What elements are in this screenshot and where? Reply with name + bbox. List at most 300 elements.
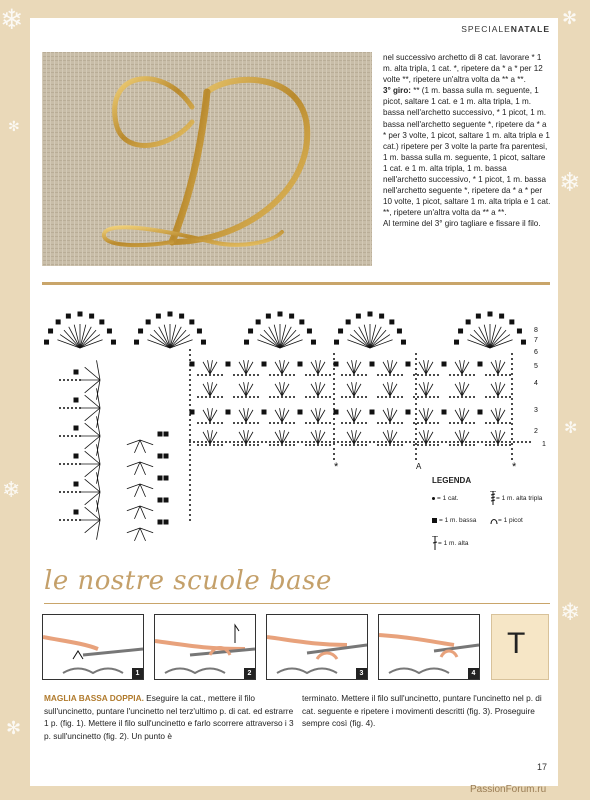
single-crochet (244, 340, 249, 345)
chain-stitch (511, 368, 513, 370)
single-crochet (299, 319, 304, 324)
chain-stitch (273, 422, 275, 424)
row-number: 6 (534, 349, 538, 356)
row-number: 4 (534, 380, 538, 387)
chain-stitch (511, 408, 513, 410)
chain-stitch (217, 444, 219, 446)
figure-number: 3 (356, 668, 367, 679)
chain-stitch (233, 374, 235, 376)
chain-stitch (221, 396, 223, 398)
chain-stitch (233, 444, 235, 446)
chain-stitch (75, 491, 77, 493)
chain-stitch (401, 374, 403, 376)
chain-stitch (473, 374, 475, 376)
chain-stitch (457, 441, 459, 443)
single-crochet (379, 314, 384, 319)
chain-stitch (249, 396, 251, 398)
chain-stitch (501, 374, 503, 376)
chain-stitch (461, 396, 463, 398)
single-crochet (158, 476, 163, 481)
single-crochet (458, 329, 463, 334)
single-crochet (189, 319, 194, 324)
single-crochet (74, 426, 79, 431)
single-crochet (158, 432, 163, 437)
chain-stitch (505, 444, 507, 446)
chain-stitch (237, 374, 239, 376)
single-crochet (442, 362, 447, 367)
chain-stitch (333, 438, 335, 440)
chain-stitch (385, 396, 387, 398)
chain-stitch (485, 422, 487, 424)
single-crochet (442, 410, 447, 415)
single-crochet (262, 362, 267, 367)
chain-stitch (333, 363, 335, 365)
chain-stitch (329, 396, 331, 398)
chain-stitch (67, 491, 69, 493)
chain-stitch (75, 463, 77, 465)
chain-stitch (273, 396, 275, 398)
chain-stitch (489, 396, 491, 398)
chain-stitch (189, 434, 191, 436)
chain-stitch (509, 396, 511, 398)
chain-stitch (63, 491, 65, 493)
single-crochet (44, 340, 49, 345)
chain-stitch (415, 403, 417, 405)
chain-stitch (189, 369, 191, 371)
chain-stitch (361, 396, 363, 398)
snowflake-icon: ❄ (0, 3, 24, 36)
chain-stitch (293, 396, 295, 398)
chain-stitch (485, 396, 487, 398)
single-crochet (368, 312, 373, 317)
single-crochet (74, 454, 79, 459)
chain-stitch (429, 422, 431, 424)
single-crochet (168, 312, 173, 317)
chain-stitch (353, 374, 355, 376)
chain-stitch (511, 398, 513, 400)
chain-stitch (415, 433, 417, 435)
chain-stitch (341, 441, 343, 443)
chain-stitch (321, 374, 323, 376)
chain-stitch (511, 383, 513, 385)
chain-stitch (325, 444, 327, 446)
chain-stitch (511, 413, 513, 415)
chain-stitch (511, 418, 513, 420)
chain-stitch (397, 422, 399, 424)
star-marker: * (512, 461, 517, 473)
chain-stitch (309, 441, 311, 443)
chain-stitch (75, 519, 77, 521)
chain-stitch (213, 422, 215, 424)
chain-stitch (289, 374, 291, 376)
chain-stitch (511, 388, 513, 390)
chain-stitch (333, 443, 335, 445)
chain-stitch (529, 441, 531, 443)
chain-stitch (425, 396, 427, 398)
single-crochet (406, 362, 411, 367)
chain-stitch (511, 353, 513, 355)
chain-stitch (485, 444, 487, 446)
chain-stitch (189, 384, 191, 386)
chain-stitch (497, 374, 499, 376)
chain-stitch (189, 514, 191, 516)
legend-item: = 1 m. alta tripla (490, 491, 550, 505)
chain-stitch (513, 441, 515, 443)
chain-stitch (401, 441, 403, 443)
chain-stitch (429, 441, 431, 443)
chain-stitch (197, 444, 199, 446)
chain-stitch (509, 444, 511, 446)
chain-stitch (429, 444, 431, 446)
single-crochet (311, 340, 316, 345)
chain-stitch (253, 396, 255, 398)
chain-stitch (365, 396, 367, 398)
chain-stitch (67, 435, 69, 437)
chain-stitch (67, 463, 69, 465)
chain-stitch (309, 444, 311, 446)
row-number: 8 (534, 327, 538, 334)
chain-stitch (511, 458, 513, 460)
single-crochet (201, 340, 206, 345)
chain-stitch (381, 422, 383, 424)
chain-stitch (425, 422, 427, 424)
single-crochet (370, 410, 375, 415)
chain-stitch (465, 444, 467, 446)
chain-stitch (59, 463, 61, 465)
chain-stitch (189, 441, 191, 443)
chain-stitch (511, 448, 513, 450)
single-crochet (478, 362, 483, 367)
chain-stitch (415, 423, 417, 425)
single-crochet (134, 340, 139, 345)
figure-number: 4 (468, 668, 479, 679)
chain-stitch (277, 444, 279, 446)
chain-stitch (349, 444, 351, 446)
chain-stitch (249, 444, 251, 446)
single-crochet (517, 329, 522, 334)
chain-stitch (511, 433, 513, 435)
chain-stitch (321, 441, 323, 443)
chain-stitch (189, 429, 191, 431)
chain-stitch (385, 444, 387, 446)
chain-stitch (373, 441, 375, 443)
single-crochet (74, 482, 79, 487)
single-crochet (466, 319, 471, 324)
chain-stitch (461, 444, 463, 446)
chain-stitch (189, 519, 191, 521)
single-crochet (370, 362, 375, 367)
chain-stitch (415, 353, 417, 355)
chain-stitch (71, 407, 73, 409)
chain-stitch (433, 444, 435, 446)
chain-stitch (415, 443, 417, 445)
chain-stitch (397, 374, 399, 376)
chain-stitch (415, 438, 417, 440)
chain-stitch (253, 444, 255, 446)
chain-stitch (325, 441, 327, 443)
chain-stitch (517, 441, 519, 443)
crochet-step-illustration (43, 615, 143, 679)
chain-stitch (413, 422, 415, 424)
chain-stitch (425, 374, 427, 376)
chain-stitch (281, 374, 283, 376)
chain-stitch (437, 444, 439, 446)
chain-stitch (381, 374, 383, 376)
chain-stitch (277, 441, 279, 443)
chain-stitch (511, 443, 513, 445)
chain-stitch (509, 441, 511, 443)
chain-stitch (341, 422, 343, 424)
chain-stitch (253, 422, 255, 424)
chain-stitch (193, 441, 195, 443)
chain-stitch (421, 374, 423, 376)
chain-stitch (521, 441, 523, 443)
stitch-name: MAGLIA BASSA DOPPIA. (44, 693, 144, 703)
chain-stitch (333, 458, 335, 460)
single-crochet (158, 454, 163, 459)
chain-stitch (453, 444, 455, 446)
chain-stitch (333, 423, 335, 425)
chain-stitch (465, 374, 467, 376)
chain-stitch (63, 463, 65, 465)
chain-stitch (217, 396, 219, 398)
chain-stitch (489, 422, 491, 424)
chain-stitch (421, 396, 423, 398)
chain-stitch (63, 407, 65, 409)
chain-stitch (317, 396, 319, 398)
chain-stitch (245, 422, 247, 424)
chain-stitch (473, 444, 475, 446)
single-crochet (476, 314, 481, 319)
chain-stitch (309, 374, 311, 376)
single-crochet (158, 498, 163, 503)
chain-stitch (333, 353, 335, 355)
chain-stitch (245, 374, 247, 376)
chain-stitch (269, 374, 271, 376)
chain-stitch (325, 422, 327, 424)
chain-stitch (401, 444, 403, 446)
single-crochet (111, 340, 116, 345)
chain-stitch (221, 441, 223, 443)
single-crochet (338, 329, 343, 334)
chain-stitch (189, 484, 191, 486)
chain-stitch (189, 349, 191, 351)
chain-stitch (417, 441, 419, 443)
legend (432, 476, 550, 550)
chain-stitch (59, 435, 61, 437)
chain-stitch (437, 422, 439, 424)
section-title: le nostre scuole base (44, 566, 332, 596)
chain-stitch (289, 441, 291, 443)
chain-stitch (67, 519, 69, 521)
single-crochet (454, 340, 459, 345)
step-figure (154, 614, 256, 680)
legend-item: = 1 m. bassa (432, 517, 490, 524)
single-crochet (488, 312, 493, 317)
chain-stitch (329, 374, 331, 376)
chain-stitch (63, 435, 65, 437)
chain-stitch (189, 399, 191, 401)
chain-stitch (457, 422, 459, 424)
single-crochet (356, 314, 361, 319)
single-crochet (521, 340, 526, 345)
chain-stitch (333, 441, 335, 443)
chain-stitch (415, 368, 417, 370)
chain-stitch (333, 388, 335, 390)
instructions-column (383, 52, 551, 230)
chain-stitch (321, 396, 323, 398)
row-number: 1 (542, 441, 546, 448)
chain-stitch (465, 422, 467, 424)
chain-stitch (71, 491, 73, 493)
chain-stitch (489, 441, 491, 443)
crochet-step-illustration (379, 615, 479, 679)
step-figure (266, 614, 368, 680)
chain-stitch (273, 374, 275, 376)
chain-stitch (285, 396, 287, 398)
chain-stitch (511, 453, 513, 455)
chain-stitch (437, 396, 439, 398)
chain-stitch (461, 374, 463, 376)
chain-stitch (415, 388, 417, 390)
chain-stitch (415, 408, 417, 410)
chain-stitch (415, 373, 417, 375)
single-crochet (156, 314, 161, 319)
chain-stitch (189, 459, 191, 461)
chain-stitch (201, 441, 203, 443)
single-crochet-icon (432, 518, 437, 523)
chain-stitch (449, 422, 451, 424)
chain-stitch (245, 444, 247, 446)
chain-stitch (349, 441, 351, 443)
chain-stitch (361, 422, 363, 424)
single-crochet (256, 319, 261, 324)
snowflake-icon: ✻ (564, 418, 578, 437)
chain-stitch (269, 441, 271, 443)
step-figure (378, 614, 480, 680)
chain-stitch (333, 403, 335, 405)
chain-stitch (421, 444, 423, 446)
single-crochet (289, 314, 294, 319)
legend-item: = 1 m. alta (432, 536, 512, 550)
chain-stitch (341, 396, 343, 398)
chain-stitch (353, 444, 355, 446)
chain-stitch (201, 444, 203, 446)
single-crochet (278, 312, 283, 317)
chain-stitch (511, 363, 513, 365)
chain-stitch (393, 422, 395, 424)
chain-stitch (389, 396, 391, 398)
chain-stitch (281, 396, 283, 398)
chain-dot-icon (432, 497, 435, 500)
chain-stitch (421, 441, 423, 443)
chain-stitch (413, 374, 415, 376)
single-crochet (78, 312, 83, 317)
chain-stitch (233, 396, 235, 398)
chain-stitch (257, 396, 259, 398)
chain-stitch (389, 444, 391, 446)
chain-stitch (415, 383, 417, 385)
chain-stitch (437, 441, 439, 443)
chain-stitch (413, 396, 415, 398)
chain-stitch (285, 441, 287, 443)
chain-stitch (249, 441, 251, 443)
single-crochet (138, 329, 143, 334)
chain-stitch (325, 374, 327, 376)
chain-stitch (449, 444, 451, 446)
chain-stitch (361, 441, 363, 443)
single-crochet (298, 410, 303, 415)
chain-stitch (249, 422, 251, 424)
chain-stitch (229, 441, 231, 443)
chain-stitch (285, 422, 287, 424)
chain-stitch (75, 379, 77, 381)
chain-stitch (241, 374, 243, 376)
chain-stitch (497, 396, 499, 398)
chain-stitch (365, 444, 367, 446)
chain-stitch (189, 374, 191, 376)
instruction-paragraph: Al termine del 3° giro tagliare e fissare il filo. (383, 219, 541, 229)
chain-stitch (415, 453, 417, 455)
chain-stitch (405, 441, 407, 443)
chain-stitch (241, 422, 243, 424)
chain-stitch (281, 444, 283, 446)
chain-stitch (329, 441, 331, 443)
chain-stitch (381, 396, 383, 398)
chain-stitch (413, 441, 415, 443)
chain-stitch (469, 374, 471, 376)
chain-stitch (511, 373, 513, 375)
chain-stitch (217, 441, 219, 443)
chain-stitch (225, 441, 227, 443)
chain-stitch (189, 404, 191, 406)
chain-stitch (449, 441, 451, 443)
chain-stitch (205, 444, 207, 446)
chain-stitch (353, 422, 355, 424)
chain-stitch (511, 378, 513, 380)
chain-stitch (333, 413, 335, 415)
chain-stitch (189, 419, 191, 421)
chain-stitch (333, 418, 335, 420)
chain-stitch (357, 422, 359, 424)
chain-stitch (433, 396, 435, 398)
chain-stitch (461, 422, 463, 424)
chain-stitch (417, 396, 419, 398)
chain-stitch (301, 441, 303, 443)
figure-number: 2 (244, 668, 255, 679)
chain-stitch (345, 444, 347, 446)
chain-stitch (349, 374, 351, 376)
chain-stitch (333, 428, 335, 430)
chain-stitch (453, 396, 455, 398)
single-crochet (48, 329, 53, 334)
chain-stitch (237, 396, 239, 398)
chain-stitch (511, 358, 513, 360)
chain-stitch (401, 396, 403, 398)
chain-stitch (269, 444, 271, 446)
chain-stitch (281, 422, 283, 424)
chain-stitch (197, 374, 199, 376)
chain-stitch (361, 374, 363, 376)
single-crochet (226, 362, 231, 367)
chain-stitch (381, 444, 383, 446)
chain-stitch (205, 441, 207, 443)
snowflake-icon: ✻ (562, 8, 578, 29)
chain-stitch (481, 441, 483, 443)
page-number: 17 (537, 762, 548, 772)
chain-stitch (385, 422, 387, 424)
single-crochet (389, 319, 394, 324)
